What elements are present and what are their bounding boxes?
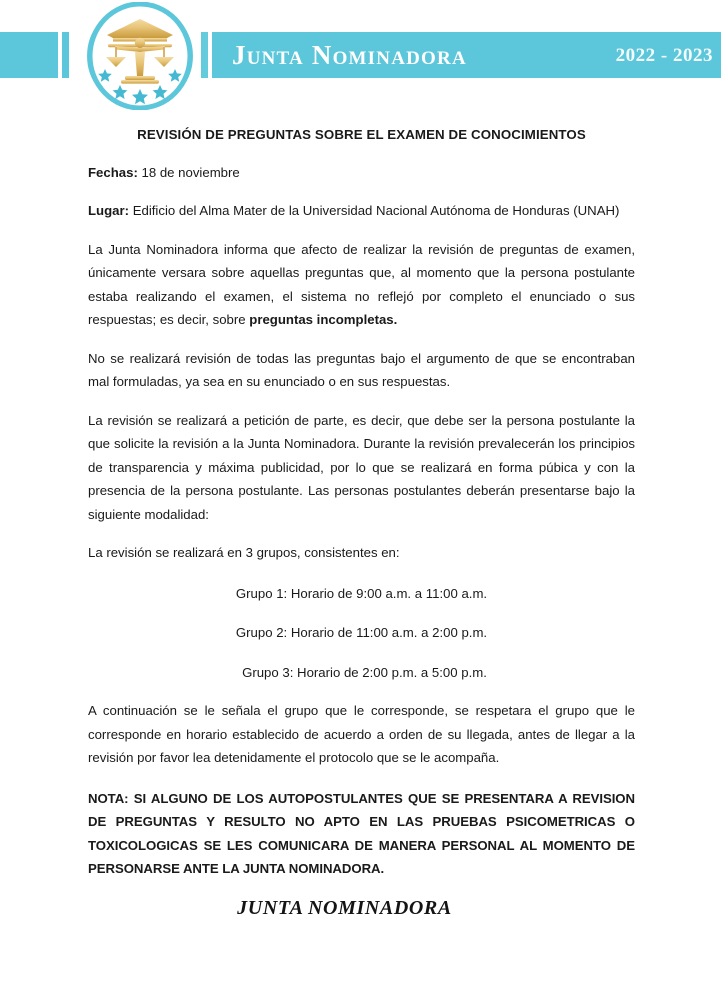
fechas-label: Fechas: xyxy=(88,164,138,180)
paragraph-1-emphasis: preguntas incompletas. xyxy=(249,312,398,328)
lugar-value: Edificio del Alma Mater de la Universidad Nacional Autónoma de Honduras (UNAH) xyxy=(129,203,620,219)
paragraph-2: No se realizará revisión de todas las preguntas bajo el argumento de que se encontraban mal formuladas, ya sea en su enunciado o en sus respuestas. xyxy=(88,350,635,390)
groups-intro: La revisión se realizará en 3 grupos, consistentes en: xyxy=(88,545,400,561)
organization-title: Junta Nominadora xyxy=(232,40,467,70)
lugar-label: Lugar: xyxy=(88,203,130,219)
period-years-label: 2022 - 2023 xyxy=(615,45,713,66)
lugar-line xyxy=(88,199,635,223)
paragraph-3: La revisión se realizará a petición de parte, es decir, que debe ser la persona postulante la que solicite la revisión a la Junta Nominadora. Durante la revisión prevalecerán los principios de transparencia y máxima publicidad, por lo que se realizará en forma púbica y con la presencia de la persona postulante. Las personas postulantes deberán presentarse bajo la siguiente modalidad: xyxy=(88,412,635,522)
paragraph-1-text: La Junta Nominadora informa que afecto de realizar la revisión de preguntas de examen, únicamente versara sobre aquellas preguntas que, al momento que la persona postulante estaba realizando el examen, el sistema no reflejó por completo el enunciado o sus respuestas; es decir, sobre xyxy=(88,241,635,328)
paragraph-1 xyxy=(88,238,635,332)
group-schedule-item: Grupo 2: Horario de 11:00 a.m. a 2:00 p.m. xyxy=(235,625,488,641)
scales-of-justice-emblem-icon xyxy=(75,2,205,110)
document-body xyxy=(88,118,635,920)
group-schedule-item: Grupo 1: Horario de 9:00 a.m. a 11:00 a.m. xyxy=(235,585,488,601)
document-header-banner xyxy=(0,0,721,110)
header-accent-bar-left xyxy=(0,32,58,78)
nota-warning-block: NOTA: SI ALGUNO DE LOS AUTOPOSTULANTES QUE SE PRESENTARA A REVISION DE PREGUNTAS Y RESULTO NO APTO EN LAS PRUEBAS PSICOMETRICAS O TOXICOLOGICAS SE LES COMUNICARA DE MANERA PERSONAL AL MOMENTO DE PERSONARSE ANTE LA JUNTA NOMINADORA. xyxy=(88,790,635,877)
paragraph-4: A continuación se le señala el grupo que le corresponde, se respetara el grupo que le corresponde en horario establecido de acuerdo a orden de su llegada, antes de llegar a la revisión por favor lea detenidamente el protocolo que se le acompaña. xyxy=(88,703,635,766)
fechas-line xyxy=(88,161,635,185)
fechas-value: 18 de noviembre xyxy=(137,164,240,180)
signature-line: JUNTA NOMINADORA xyxy=(237,896,452,919)
header-accent-sliver-left xyxy=(62,32,69,78)
page-title: REVISIÓN DE PREGUNTAS SOBRE EL EXAMEN DE CONOCIMIENTOS xyxy=(137,127,586,142)
group-schedule-item: Grupo 3: Horario de 2:00 p.m. a 5:00 p.m. xyxy=(242,664,487,680)
